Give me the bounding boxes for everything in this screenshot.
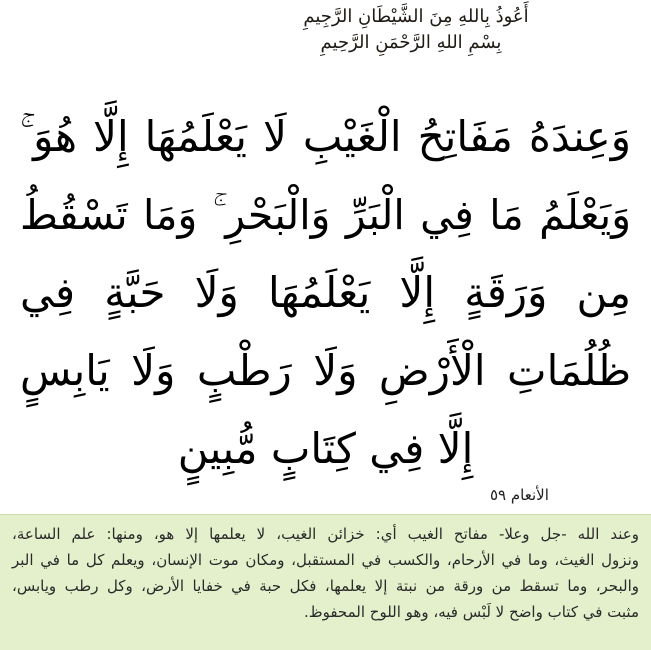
tafsir-line-2: ونزول الغيث، وما في الأرحام، والكسب في المستقبل، ومكان موت الإنسان، ويعلم كل ما في البر: [12, 551, 639, 569]
verse-line-4: ظُلُمَاتِ الْأَرْضِ وَلَا رَطْبٍ وَلَا يَابِسٍ: [20, 346, 631, 395]
basmala-line: بِسْمِ اللهِ الرَّحْمَنِ الرَّحِيمِ: [320, 32, 502, 53]
isti-adha-line: أَعُوذُ بِاللهِ مِنَ الشَّيْطَانِ الرَّجِيمِ: [303, 6, 529, 27]
surah-reference: الأنعام ٥٩: [490, 486, 549, 504]
quran-verse: [20, 98, 631, 488]
verse-line-2: وَيَعْلَمُ مَا فِي الْبَرِّ وَالْبَحْرِ ۚ وَمَا تَسْقُطُ: [20, 191, 631, 239]
tafsir-line-1: وعند الله -جل وعلا- مفاتح الغيب أي: خزائن الغيب، لا يعلمها إلا هو، ومنها: علم الساعة،: [12, 525, 639, 543]
tafsir-line-3: والبحر، وما تسقط من ورقة من نبتة إلا يعلمها، فكل حبة في خفايا الأرض، وكل رطب ويابس،: [12, 577, 639, 595]
verse-line-5: إِلَّا فِي كِتَابٍ مُّبِينٍ: [177, 424, 474, 473]
tafsir-line-4: مثبت في كتاب واضح لا لَبْس فيه، وهو اللوح المحفوظ.: [303, 603, 639, 621]
verse-line-1: وَعِندَهُ مَفَاتِحُ الْغَيْبِ لَا يَعْلَمُهَا إِلَّا هُوَ ۚ: [20, 112, 631, 161]
opening-formulas: [221, 4, 641, 84]
verse-line-3: مِن وَرَقَةٍ إِلَّا يَعْلَمُهَا وَلَا حَبَّةٍ فِي: [20, 268, 631, 317]
tafsir-box: [0, 514, 651, 650]
